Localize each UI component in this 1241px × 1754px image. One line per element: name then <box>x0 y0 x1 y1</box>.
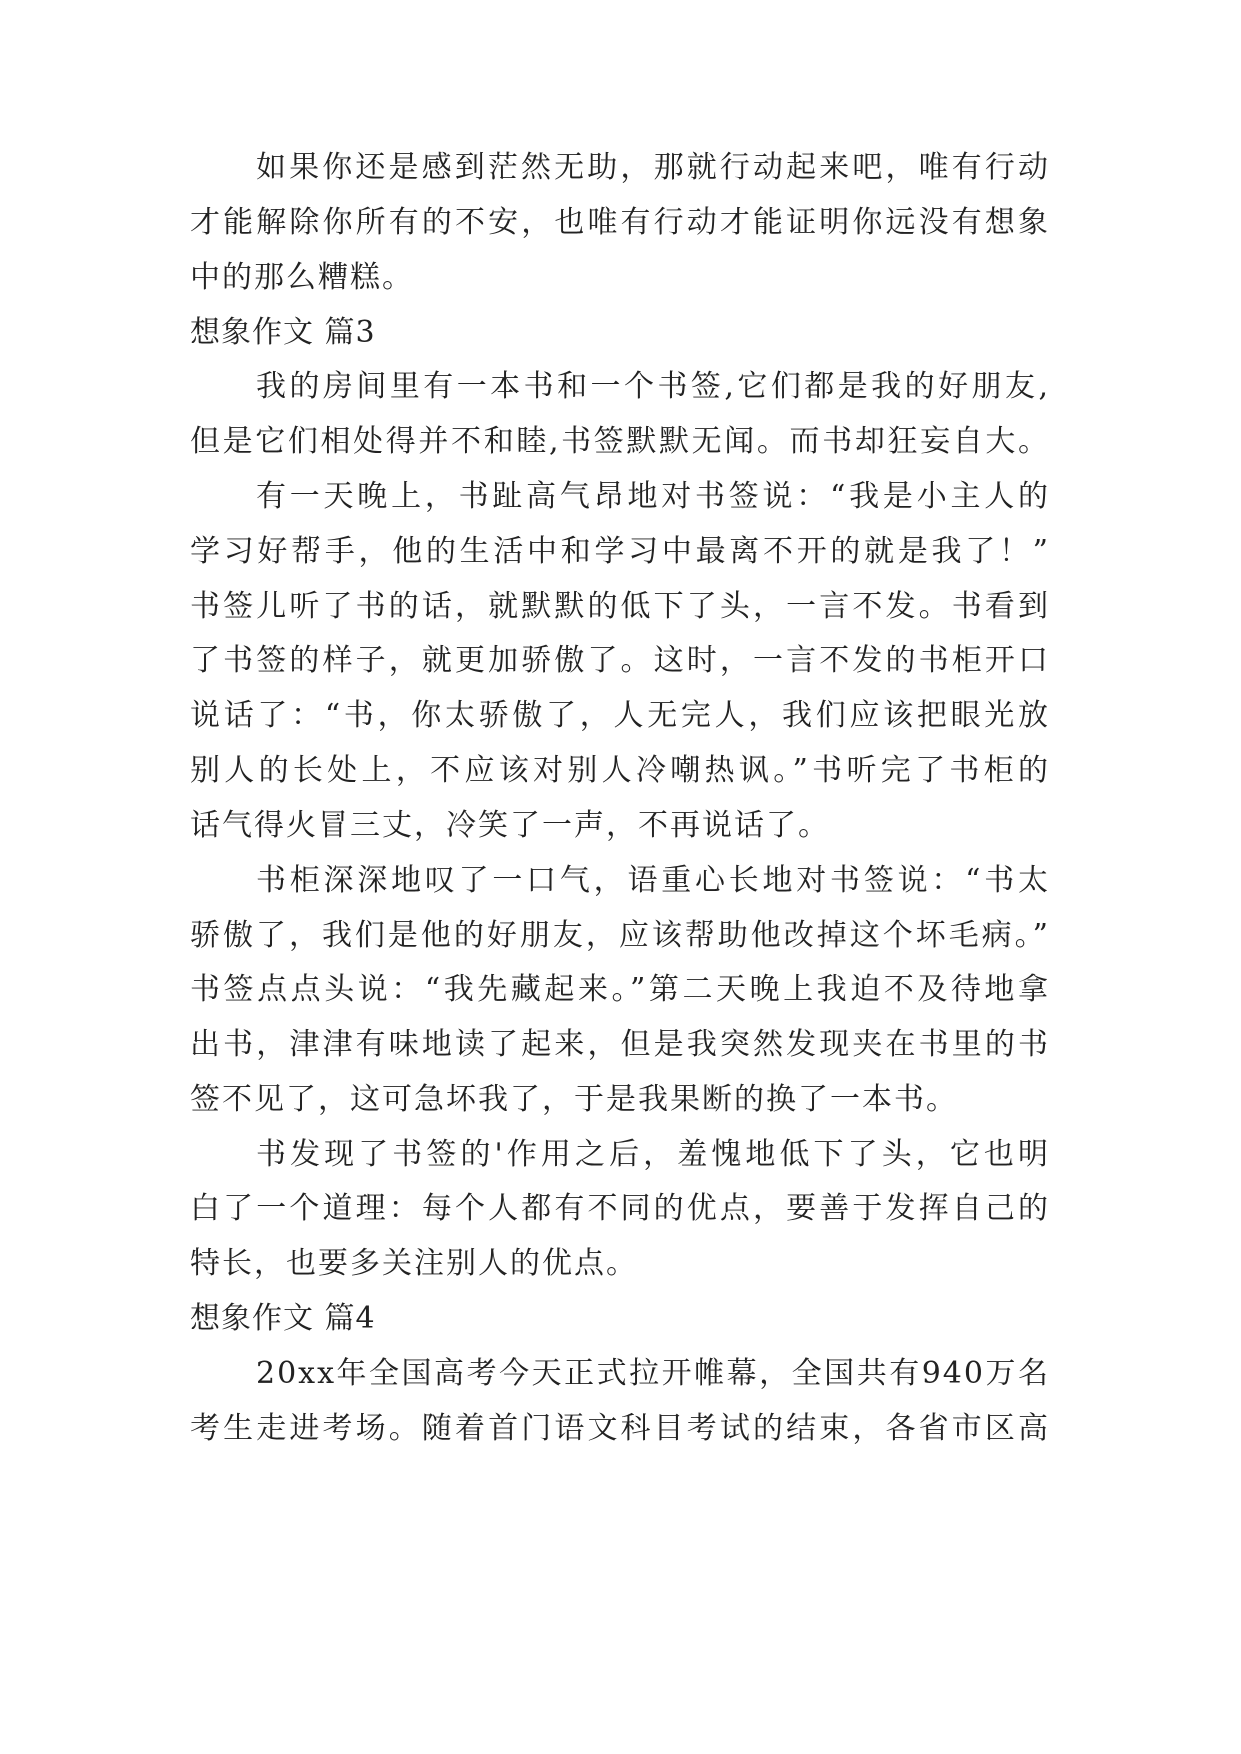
paragraph-line: 才能解除你所有的不安，也唯有行动才能证明你远没有想象 <box>190 205 1050 240</box>
paragraph-line: 但是它们相处得并不和睦,书签默默无闻。而书却狂妄自大。 <box>190 424 1050 459</box>
paragraph-line: 如果你还是感到茫然无助，那就行动起来吧，唯有行动 <box>256 150 1050 185</box>
paragraph-line: 书签儿听了书的话，就默默的低下了头，一言不发。书看到 <box>190 589 1050 624</box>
paragraph-line: 话气得火冒三丈，冷笑了一声，不再说话了。 <box>190 808 830 843</box>
paragraph-line: 学习好帮手，他的生活中和学习中最离不开的就是我了！” <box>190 534 1050 569</box>
paragraph-line: 了书签的样子，就更加骄傲了。这时，一言不发的书柜开口 <box>190 643 1050 678</box>
paragraph-line: 说话了：“书，你太骄傲了，人无完人，我们应该把眼光放 <box>190 698 1050 733</box>
section-heading: 想象作文 篇4 <box>190 1301 376 1336</box>
paragraph-line: 骄傲了，我们是他的好朋友，应该帮助他改掉这个坏毛病。” <box>190 918 1050 953</box>
paragraph-line: 书签点点头说：“我先藏起来。”第二天晚上我迫不及待地拿 <box>190 972 1050 1007</box>
paragraph-line: 特长，也要多关注别人的优点。 <box>190 1246 638 1281</box>
paragraph-line: 别人的长处上，不应该对别人冷嘲热讽。”书听完了书柜的 <box>190 753 1050 788</box>
paragraph-line: 出书，津津有味地读了起来，但是我突然发现夹在书里的书 <box>190 1027 1050 1062</box>
paragraph-line: 白了一个道理：每个人都有不同的优点，要善于发挥自己的 <box>190 1191 1050 1226</box>
paragraph-line: 我的房间里有一本书和一个书签,它们都是我的好朋友, <box>256 369 1050 404</box>
paragraph-line: 书柜深深地叹了一口气，语重心长地对书签说：“书太 <box>256 863 1050 898</box>
paragraph-line: 考生走进考场。随着首门语文科目考试的结束，各省市区高 <box>190 1411 1050 1446</box>
paragraph-line: 书发现了书签的'作用之后，羞愧地低下了头，它也明 <box>256 1137 1050 1172</box>
paragraph-line: 有一天晚上，书趾高气昂地对书签说：“我是小主人的 <box>256 479 1050 514</box>
paragraph-line: 中的那么糟糕。 <box>190 260 414 295</box>
paragraph-line: 签不见了，这可急坏我了，于是我果断的换了一本书。 <box>190 1082 958 1117</box>
paragraph-line: 20xx年全国高考今天正式拉开帷幕，全国共有940万名 <box>256 1356 1050 1391</box>
section-heading: 想象作文 篇3 <box>190 315 376 350</box>
